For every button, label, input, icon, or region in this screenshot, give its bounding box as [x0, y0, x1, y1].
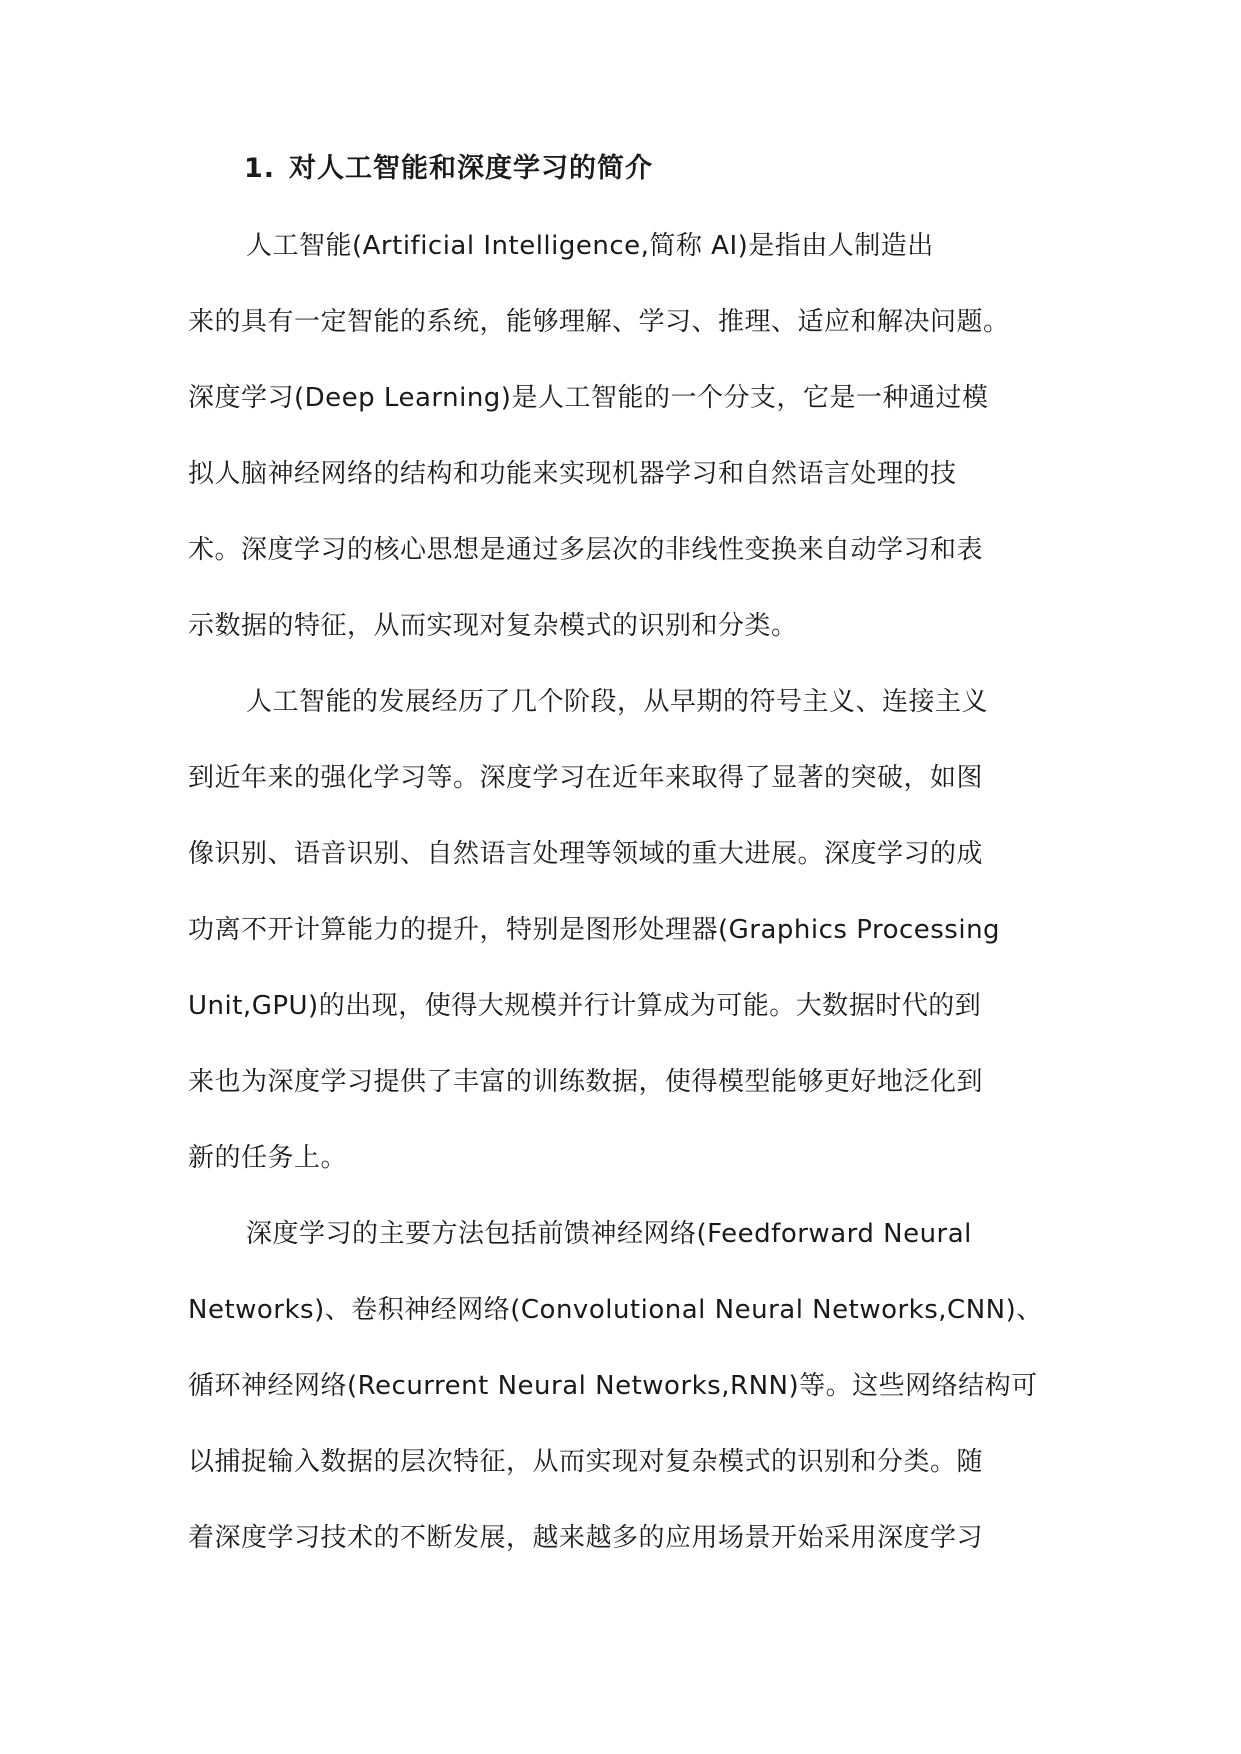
- text-line: 拟人脑神经网络的结构和功能来实现机器学习和自然语言处理的技: [188, 459, 957, 489]
- text-line: Networks)、卷积神经网络(Convolutional Neural Networks,CNN)、: [188, 1295, 1043, 1325]
- text-line: 示数据的特征，从而实现对复杂模式的识别和分类。: [188, 611, 798, 641]
- text-line: 着深度学习技术的不断发展，越来越多的应用场景开始采用深度学习: [188, 1523, 984, 1553]
- text-line: 深度学习(Deep Learning)是人工智能的一个分支，它是一种通过模: [188, 383, 989, 413]
- text-line: Unit,GPU)的出现，使得大规模并行计算成为可能。大数据时代的到: [188, 991, 982, 1021]
- document-body: [188, 138, 1060, 1576]
- section-heading: [244, 138, 1060, 200]
- text-line: 术。深度学习的核心思想是通过多层次的非线性变换来自动学习和表: [188, 535, 984, 565]
- paragraph-dl-methods: [188, 1196, 1060, 1576]
- text-line: 以捕捉输入数据的层次特征，从而实现对复杂模式的识别和分类。随: [188, 1447, 984, 1477]
- section-title: 对人工智能和深度学习的简介: [289, 153, 654, 184]
- paragraph-ai-history: [188, 664, 1060, 1196]
- text-line: 人工智能(Artificial Intelligence,简称 AI)是指由人制造出: [246, 231, 934, 261]
- text-line: 循环神经网络(Recurrent Neural Networks,RNN)等。这些网络结构可: [188, 1371, 1038, 1401]
- text-line: 来也为深度学习提供了丰富的训练数据，使得模型能够更好地泛化到: [188, 1067, 984, 1097]
- paragraph-ai-intro: [188, 208, 1060, 664]
- text-line: 功离不开计算能力的提升，特别是图形处理器(Graphics Processing: [188, 915, 1001, 945]
- text-line: 像识别、语音识别、自然语言处理等领域的重大进展。深度学习的成: [188, 839, 984, 869]
- text-line: 深度学习的主要方法包括前馈神经网络(Feedforward Neural: [246, 1219, 972, 1249]
- text-line: 人工智能的发展经历了几个阶段，从早期的符号主义、连接主义: [246, 687, 989, 717]
- section-number: 1.: [244, 153, 276, 184]
- text-line: 来的具有一定智能的系统，能够理解、学习、推理、适应和解决问题。: [188, 307, 1010, 337]
- text-line: 到近年来的强化学习等。深度学习在近年来取得了显著的突破，如图: [188, 763, 984, 793]
- text-line: 新的任务上。: [188, 1143, 348, 1173]
